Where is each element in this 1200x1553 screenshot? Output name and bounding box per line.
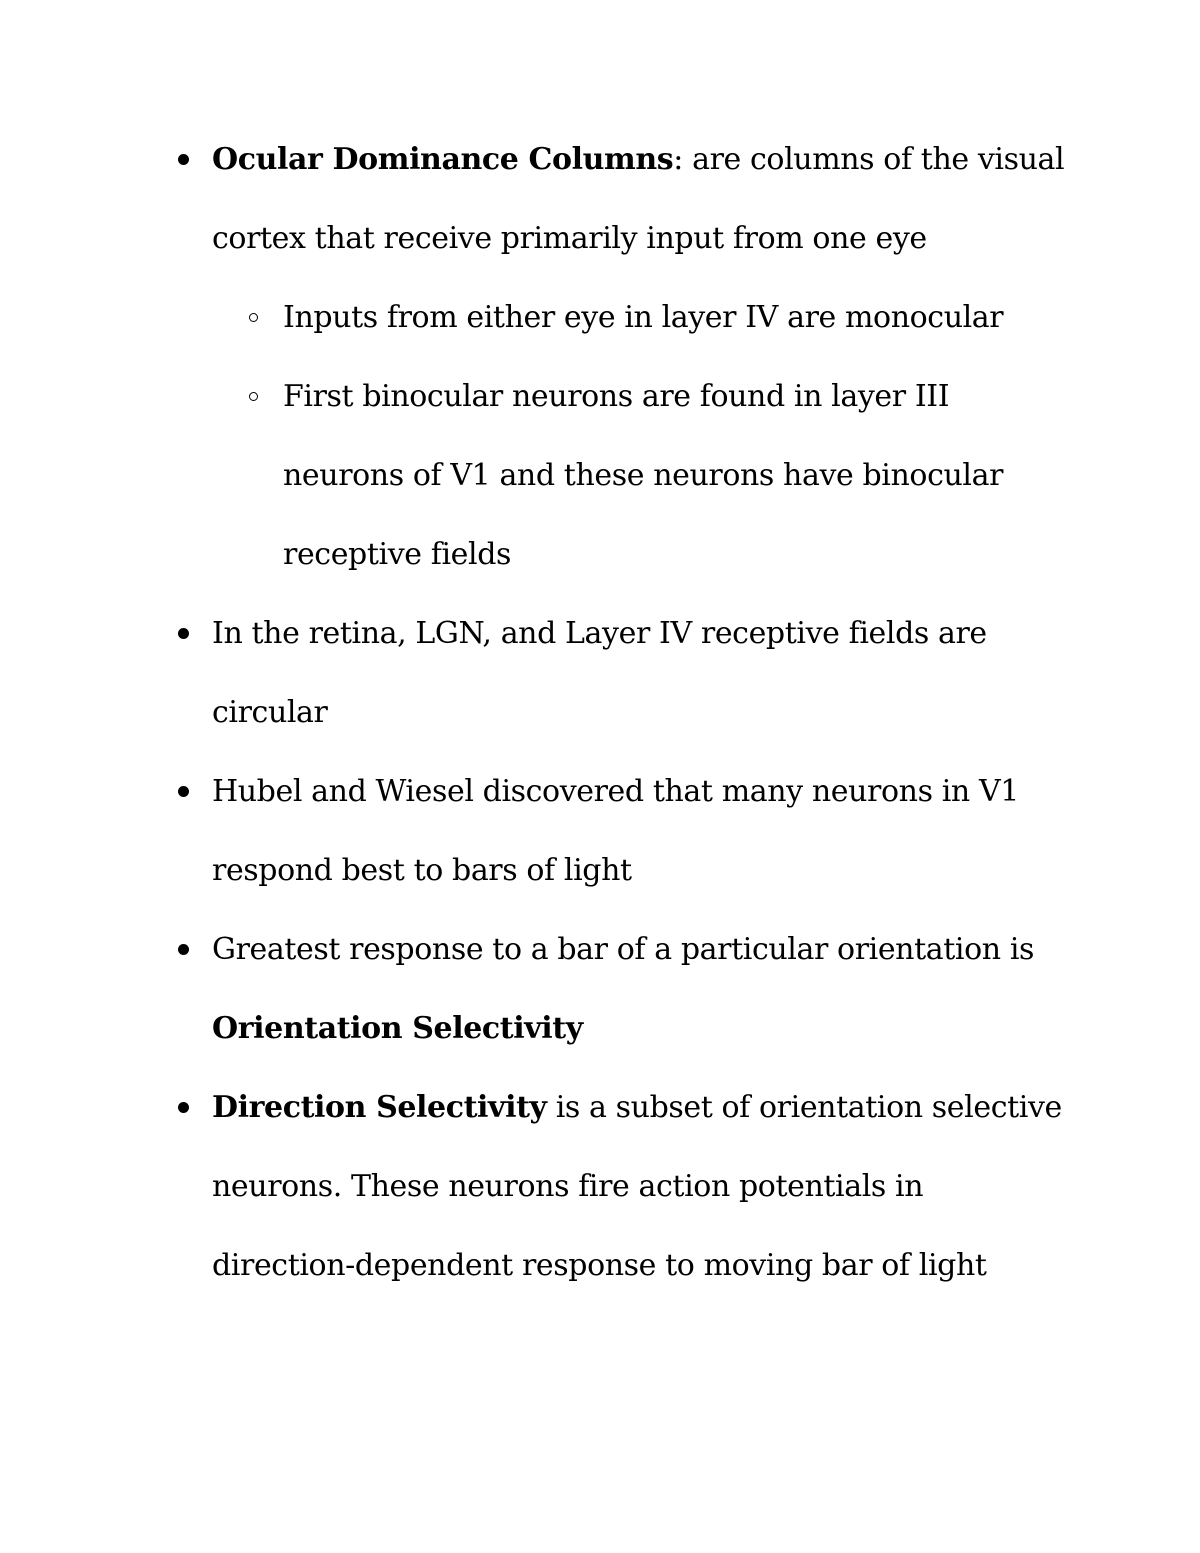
bullet-icon bbox=[178, 628, 189, 639]
sub-item-text: First binocular neurons are found in layer III neurons of V1 and these neurons have binocular receptive fields bbox=[283, 379, 1004, 572]
item-text: In the retina, LGN, and Layer IV receptive fields are circular bbox=[212, 616, 987, 730]
item-text: : are columns of the visual cortex that receive primarily input from one eye bbox=[212, 142, 1065, 256]
term-direction-selectivity: Direction Selectivity bbox=[212, 1090, 547, 1125]
bullet-icon bbox=[178, 786, 189, 797]
list-item-receptive-fields bbox=[212, 594, 1072, 752]
bullet-list bbox=[212, 120, 1072, 1305]
bullet-icon bbox=[178, 154, 189, 165]
term-ocular-dominance-columns: Ocular Dominance Columns bbox=[212, 142, 674, 177]
list-item-orientation-selectivity bbox=[212, 910, 1072, 1068]
hollow-bullet-icon bbox=[249, 392, 258, 401]
bullet-icon bbox=[178, 1102, 189, 1113]
list-item-direction-selectivity bbox=[212, 1068, 1072, 1305]
list-item-ocular-dominance bbox=[212, 120, 1072, 594]
item-text: is a subset of orientation selective neurons. These neurons fire action potentials in direction-dependent response to moving bar of light bbox=[212, 1090, 1062, 1283]
sub-list-item bbox=[283, 278, 1072, 357]
item-text: Greatest response to a bar of a particular orientation is bbox=[212, 932, 1035, 967]
sub-bullet-list bbox=[283, 278, 1072, 594]
hollow-bullet-icon bbox=[249, 313, 258, 322]
bullet-icon bbox=[178, 944, 189, 955]
sub-item-text: Inputs from either eye in layer IV are monocular bbox=[283, 300, 1004, 335]
item-text: Hubel and Wiesel discovered that many neurons in V1 respond best to bars of light bbox=[212, 774, 1019, 888]
list-item-hubel-wiesel bbox=[212, 752, 1072, 910]
term-orientation-selectivity: Orientation Selectivity bbox=[212, 1011, 583, 1046]
sub-list-item bbox=[283, 357, 1072, 594]
